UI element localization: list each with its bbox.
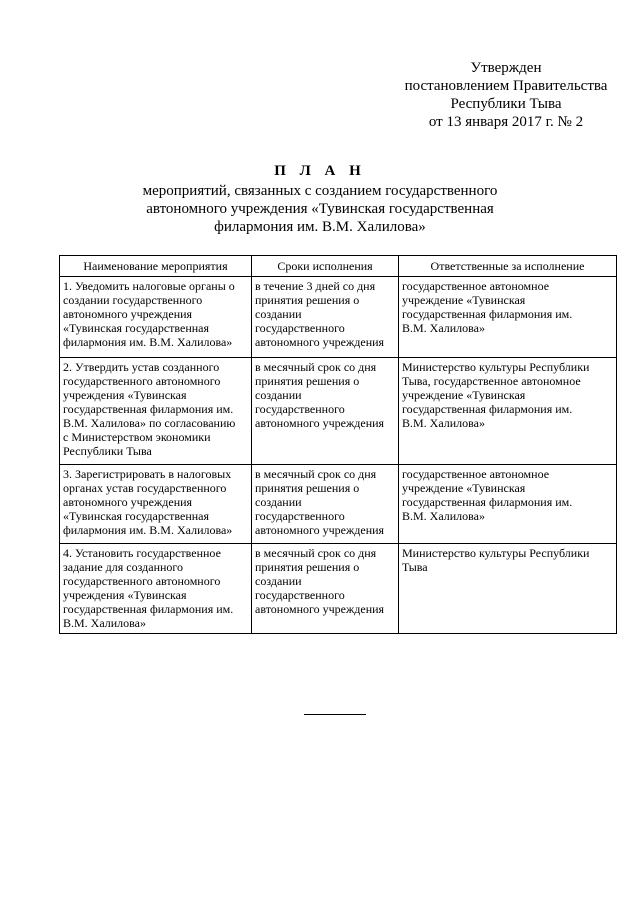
cell-line: В.М. Халилова» по согласованию: [63, 416, 236, 430]
cell-line: государственного автономного: [63, 574, 221, 588]
cell-line: автономного учреждения: [63, 495, 193, 509]
cell-line: государственная филармония им.: [402, 307, 573, 321]
cell-name: [60, 544, 252, 634]
cell-line: учреждение «Тувинская: [402, 293, 526, 307]
cell-line: филармония им. В.М. Халилова»: [63, 523, 233, 537]
subtitle-line: мероприятий, связанных с созданием государственного: [142, 183, 498, 199]
column-header-responsible: Ответственные за исполнение: [399, 256, 617, 277]
cell-line: автономного учреждения: [63, 307, 193, 321]
cell-line: создании: [255, 574, 302, 588]
cell-name: [60, 277, 252, 358]
cell-line: автономного учреждения: [255, 523, 385, 537]
column-header-name: Наименование мероприятия: [60, 256, 252, 277]
cell-line: с Министерством экономики: [63, 430, 211, 444]
cell-line: государственного: [255, 402, 345, 416]
cell-line: В.М. Халилова»: [402, 509, 486, 523]
table-row: [60, 544, 617, 634]
table-row: [60, 277, 617, 358]
cell-line: принятия решения о: [255, 293, 360, 307]
cell-line: автономного учреждения: [255, 335, 385, 349]
column-header-deadline: Сроки исполнения: [252, 256, 399, 277]
cell-line: в месячный срок со дня: [255, 546, 377, 560]
cell-line: автономного учреждения: [255, 602, 385, 616]
cell-name: [60, 465, 252, 544]
cell-line: государственная филармония им.: [63, 402, 234, 416]
cell-line: государственная филармония им.: [63, 602, 234, 616]
approval-line: Утвержден: [470, 60, 542, 76]
cell-line: в течение 3 дней со дня: [255, 279, 376, 293]
cell-line: учреждение «Тувинская: [402, 481, 526, 495]
cell-line: учреждения «Тувинская: [63, 388, 187, 402]
cell-line: филармония им. В.М. Халилова»: [63, 335, 233, 349]
cell-line: государственного: [255, 509, 345, 523]
cell-deadline: [252, 544, 399, 634]
cell-line: Тыва: [402, 560, 428, 574]
table-row: [60, 358, 617, 465]
cell-line: «Тувинская государственная: [63, 509, 210, 523]
cell-line: Республики Тыва: [63, 444, 152, 458]
cell-line: создании государственного: [63, 293, 203, 307]
document-subtitle: [120, 182, 520, 236]
cell-line: Тыва, государственное автономное: [402, 374, 581, 388]
cell-line: Министерство культуры Республики: [402, 360, 590, 374]
cell-line: в месячный срок со дня: [255, 467, 377, 481]
cell-line: органах устав государственного: [63, 481, 227, 495]
approval-block: [396, 59, 616, 131]
plan-table: [59, 255, 617, 634]
cell-line: учреждения «Тувинская: [63, 588, 187, 602]
cell-deadline: [252, 277, 399, 358]
end-separator-line: [304, 714, 366, 715]
table-header-row: [60, 256, 617, 277]
cell-name: [60, 358, 252, 465]
cell-line: 4. Установить государственное: [63, 546, 221, 560]
cell-deadline: [252, 358, 399, 465]
cell-line: государственного: [255, 321, 345, 335]
cell-line: принятия решения о: [255, 374, 360, 388]
document-title: П Л А Н: [274, 163, 366, 179]
cell-line: государственное автономное: [402, 279, 550, 293]
cell-line: 1. Уведомить налоговые органы о: [63, 279, 235, 293]
approval-line: Республики Тыва: [450, 96, 562, 112]
cell-deadline: [252, 465, 399, 544]
cell-responsible: [399, 277, 617, 358]
cell-line: 2. Утвердить устав созданного: [63, 360, 220, 374]
cell-line: В.М. Халилова»: [63, 616, 147, 630]
subtitle-line: филармония им. В.М. Халилова»: [214, 219, 426, 235]
cell-line: государственного автономного: [63, 374, 221, 388]
cell-line: создании: [255, 388, 302, 402]
cell-responsible: [399, 465, 617, 544]
approval-line: от 13 января 2017 г. № 2: [428, 114, 584, 130]
cell-line: государственная филармония им.: [402, 495, 573, 509]
cell-responsible: [399, 544, 617, 634]
subtitle-line: автономного учреждения «Тувинская государственная: [146, 201, 494, 217]
cell-line: государственного: [255, 588, 345, 602]
cell-line: В.М. Халилова»: [402, 416, 486, 430]
cell-line: «Тувинская государственная: [63, 321, 210, 335]
cell-line: учреждение «Тувинская: [402, 388, 526, 402]
cell-line: принятия решения о: [255, 560, 360, 574]
cell-line: создании: [255, 307, 302, 321]
cell-line: создании: [255, 495, 302, 509]
cell-line: в месячный срок со дня: [255, 360, 377, 374]
cell-line: Министерство культуры Республики: [402, 546, 590, 560]
approval-line: постановлением Правительства: [404, 78, 608, 94]
table-row: [60, 465, 617, 544]
cell-line: автономного учреждения: [255, 416, 385, 430]
cell-line: 3. Зарегистрировать в налоговых: [63, 467, 232, 481]
cell-line: принятия решения о: [255, 481, 360, 495]
cell-line: государственное автономное: [402, 467, 550, 481]
cell-responsible: [399, 358, 617, 465]
cell-line: государственная филармония им.: [402, 402, 573, 416]
cell-line: В.М. Халилова»: [402, 321, 486, 335]
cell-line: задание для созданного: [63, 560, 184, 574]
